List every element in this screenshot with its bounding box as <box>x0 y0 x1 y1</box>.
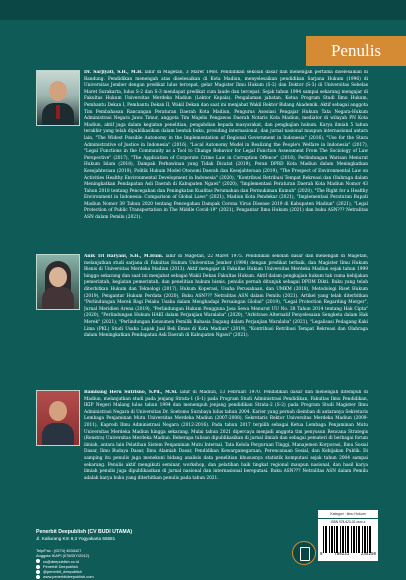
section-title: Penulis <box>306 36 406 66</box>
contact-facebook: Penerbit Deepublish <box>43 563 79 569</box>
publisher-info <box>36 529 186 542</box>
barcode-digits: 9 786231 245250 <box>320 553 376 557</box>
author-photo-2 <box>36 254 80 310</box>
author-name-3: Bambang Heru Sutrisno, S.Pd., M.Si. <box>84 390 178 395</box>
contact-instagram: @penerbit_deepublish <box>43 569 82 575</box>
author-bio-1: Dr. Sarjiyati, S.H., M.H. lahir di Magetan, 3 Maret 1968. Pendidikan sekolah dasar dan menengah pertama diselesaikan di Bandung. Pendidikan menengah atas diselesaikan di Kota Madiun, menyelesaikan pendidikan Sarjana Hukum (1996) di Universitas Jember dengan predikat lulus tercepat, gelar Magister Ilmu Hukum (S-2) dan Doktor (S-3) di Universitas Sebelas Maret Surakarta, lulus S-2 dan S-3 mendapat predikat cum laude dan tercepat. Sejak tahun 1994 sampai sekarang mengajar di Fakultas Hukum Universitas Merdeka Madiun (Lektor Kepala). Pengalaman jabatan, Ketua Program Studi Ilmu Hukum, Pembantu Dekan I, Pembantu Dekan II, Wakil Dekan dan saat ini menjabat Wakil Rektor Bidang Akademik. Aktif sebagai anggota Tim Pembahasan Rancangan Peraturan Daerah Kota Madiun, Pengurus Asosiasi Pengajar Hukum Tata Negara-Hukum Administrasi Negara Jawa Timur, anggota Tim Majelis Pengawas Daerah Notaris Kota Madiun, mediator di wilayah PN Kota Madiun, aktif juga dalam kegiatan penelitian, pengabdian kepada masyarakat, dan pengkajian hukum. Karya ilmiah 5 tahun terakhir yang telah dipublikasikan dalam bentuk buku, prosiding internasional, dan jurnal nasional maupun internasional antara lain, "The Widest Possible Autonomy in the Implementation of Regional Government in Indonesia" (2016), "Use for the Stara Administrative of Justice in Indonesia" (2016), "Local Autonomy Model in Realizing the People's Welfare in Indonesia" (2017), "Legal Functions in the Community as a Tool to Change Behavior for Legal Function Assessment From The Sociology of Law Perspective" (2017), "The Application of Corporate Crime Law in Corruption Offence" (2018), Perlindungan Warisan Menurut Hukum Islam (2018), Dampak Perkawinan yang Tidak Dicatat (2019), Peran DPRD Kota Madiun dalam Meningkatkan Kesejahteraan (2019), Politik Hukum Model Otonomi Daerah dan Kesejahteraan (2019), "The Prospect of Environmental Law on Activities Healthy Environmental Development in Indonesia" (2020), "Kontribusi Retribusi Tempat Rekreasi dan Olahraga dalam Meningkatkan Pendapatan Asli Daerah di Kabupaten Ngawi" (2020), "Implementasi Peraturan Daerah Kota Madiun Nomor 43 Tahun 2018 tentang Pencegahan dan Peningkatan Kualitas Perumahan dan Permukiman Kumuh" (2020), "The Right for a Healthy Environment in Indonesia: Comparison of Global Laws" (2021), Madiun Kota Pendekar (2021), "Implementasi Peraturan Bupati Madiun Nomor 39 Tahun 2020 tentang Pencegahan Dampak Corona Virus Disease 2019 di Kabupaten Madiun" (2021), "Legal Protection of Public Transportation in The Middle Covid-19" (2021), Pengantar Ilmu Hukum (2021) dan buku ASN??? Netralitas ASN dalam Pemilu (2021). <box>84 70 368 221</box>
publisher-contacts <box>36 548 176 580</box>
top-band <box>0 0 406 20</box>
author-name-1: Dr. Sarjiyati, S.H., M.H. <box>84 70 143 75</box>
category-label: Kategori : Ilmu Hukum <box>318 510 378 518</box>
phone-label: Telp/Fax : (0274) 4533427 <box>36 548 82 553</box>
web-icon <box>36 575 40 579</box>
author-bio-2: Anik Tri Haryani, S.H., M.Hum. lahir di Magetan, 22 Maret 1975. Pendidikan sekolah dasar dan menengah di Magetan, melanjutkan studi sarjana di Fakultas Hukum Universitas Jember (1998) dengan predikat terbaik, dan Magister Ilmu Hukum Bisnis di Universitas Merdeka Madiun (2013). Aktif mengajar di Fakultas Hukum Universitas Merdeka Madiun sejak tahun 1999 hingga sekarang dan saat ini menjabat sebagai Wakil Dekan Fakultas Hukum. Aktif dalam pengkajian hukum tak cuma kebijakan pemerintah, kegiatan pemerintah, dan penelitian hukum bisnis, penulis pernah ditunjuk sebagai DPDM Dikti. Buku yang telah diterbitkan Hukum dan Teknologi (2017), Hukum Koperasi, Usaha Perusahaan, dan UMKM (2018), Metodologi Riset Hukum (2019), Pengantar Hukum Perdata (2020), Buku ASN??? Netralitas ASN dalam Pemilu (2021). Artikel yang telah diterbitkan "Perlindungan Merek Bagi Pelaku Usaha dalam Menghadapi Persaingan Global" (2019), "Legal Protection Regarding Merger", Jurnal Meridien Arena (2019), "Perlindungan Hukum Pengguna Jasa Sewa Menurut UU No. 28 Tahun 2014 tentang Hak Cipta" (2020), "Perlindungan Hukum HAKI dalam Perjanjian Waralaba" (2020), "Arbitrase Alternatif Penyelesaian Sengketa dalam Hak Merek" (2021), "Perlindungan Konsumen Pemilik Rahasia Dagang dalam Perjanjian Waralaba" (2021), "Legalisasi Pedagang Kaki Lima (PKL) Studi Usaha Lapak Jual Beli Emas di Kota Madiun" (2019), "Kontribusi Retribusi Tempat Rekreasi dan Olahraga dalam Meningkatkan Pendapatan Asli Daerah di Kabupaten Ngawi" (2021). <box>84 254 368 339</box>
author-block-2 <box>36 254 368 374</box>
author-photo-1 <box>36 70 80 126</box>
email-icon <box>36 559 40 563</box>
isbn-text: ISBN 978-623-02-xxxx-x <box>330 520 366 524</box>
contact-email: cs@deepublish.co.id <box>43 558 79 564</box>
contact-website: www.penerbitdeepublish.com <box>43 574 94 580</box>
publisher-logo <box>292 541 316 565</box>
author-block-1 <box>36 70 368 238</box>
publisher-name: Penerbit Deepublish (CV BUDI UTAMA) <box>36 529 133 535</box>
isbn-barcode <box>318 519 378 561</box>
author-block-3 <box>36 390 368 502</box>
instagram-icon <box>36 570 40 574</box>
publisher-address: Jl. Kaliurang Km 9,3 Yogyakarta 55581 <box>36 536 116 541</box>
author-photo-3 <box>36 390 80 446</box>
author-name-2: Anik Tri Haryani, S.H., M.Hum. <box>84 254 164 259</box>
facebook-icon <box>36 565 40 569</box>
author-bio-3: Bambang Heru Sutrisno, S.Pd., M.Si. lahir di Madiun, 13 Februari 1970. Pendidikan dasar dan menengah ditempuh di Madiun, melanjutkan studi pada jenjang Strata-1 (S-1) pada Program Studi Administrasi Pendidikan, Fakultas Ilmu Pendidikan, IKIP Negeri Malang lulus tahun 1994 dan menempuh jenjang pendidikan Strata-2 (S-2) pada Program Studi Magister Ilmu Administrasi Negara di Universitas Dr. Soetomo Surabaya lulus tahun 2004. Karier yang pernah diemban di antaranya Sekretaris Lembaga Penjaminan Mutu Universitas Merdeka Madiun (2007-2008), Sekretaris Rektor Universitas Merdeka Madiun (2009-2011), Kaprodi Ilmu Administrasi Negara (2012-2016). Pada tahun 2017 terpilih sebagai Ketua Lembaga Penjaminan Mutu Universitas Merdeka Madiun hingga sekarang. Mulai tahun 2021 dipercaya menjadi anggota tim penyusun Rencana Strategis (Renstra) Universitas Merdeka Madiun. Beberapa tulisan dipublikasikan di jurnal ilmiah dan sebagai pemateri di berbagai forum ilmiah, antara lain Pelatihan Sistem Penjaminan Mutu Internal, Tata Kelola Perguruan Tinggi, Manajemen Korporasi, Ilmu Sosial Dasar, Ilmu Budaya Dasar, Ilmu Alamiah Dasar, Pendidikan Kewarganegaraan, Perencanaan Sosial, dan Kebijakan Publik. Di samping itu penulis juga menekuni bidang analisis data penelitian khususnya statistik komputasi sejak tahun 2004 sampai sekarang. Penulis aktif mengikuti seminar, workshop, dan pelatihan baik tingkat regional maupun nasional, dan hasil karya ilmiah penulis juga dipublikasikan di jurnal nasional dan internasional bereputasi. Buku ASN??? Netralitas ASN dalam Pemilu adalah karya buku yang diterbitkan penulis pada tahun 2021. <box>84 390 368 481</box>
ikapi-label: Anggota IKAPI (076/DIY/2012) <box>36 553 89 559</box>
barcode-bars <box>323 526 373 553</box>
